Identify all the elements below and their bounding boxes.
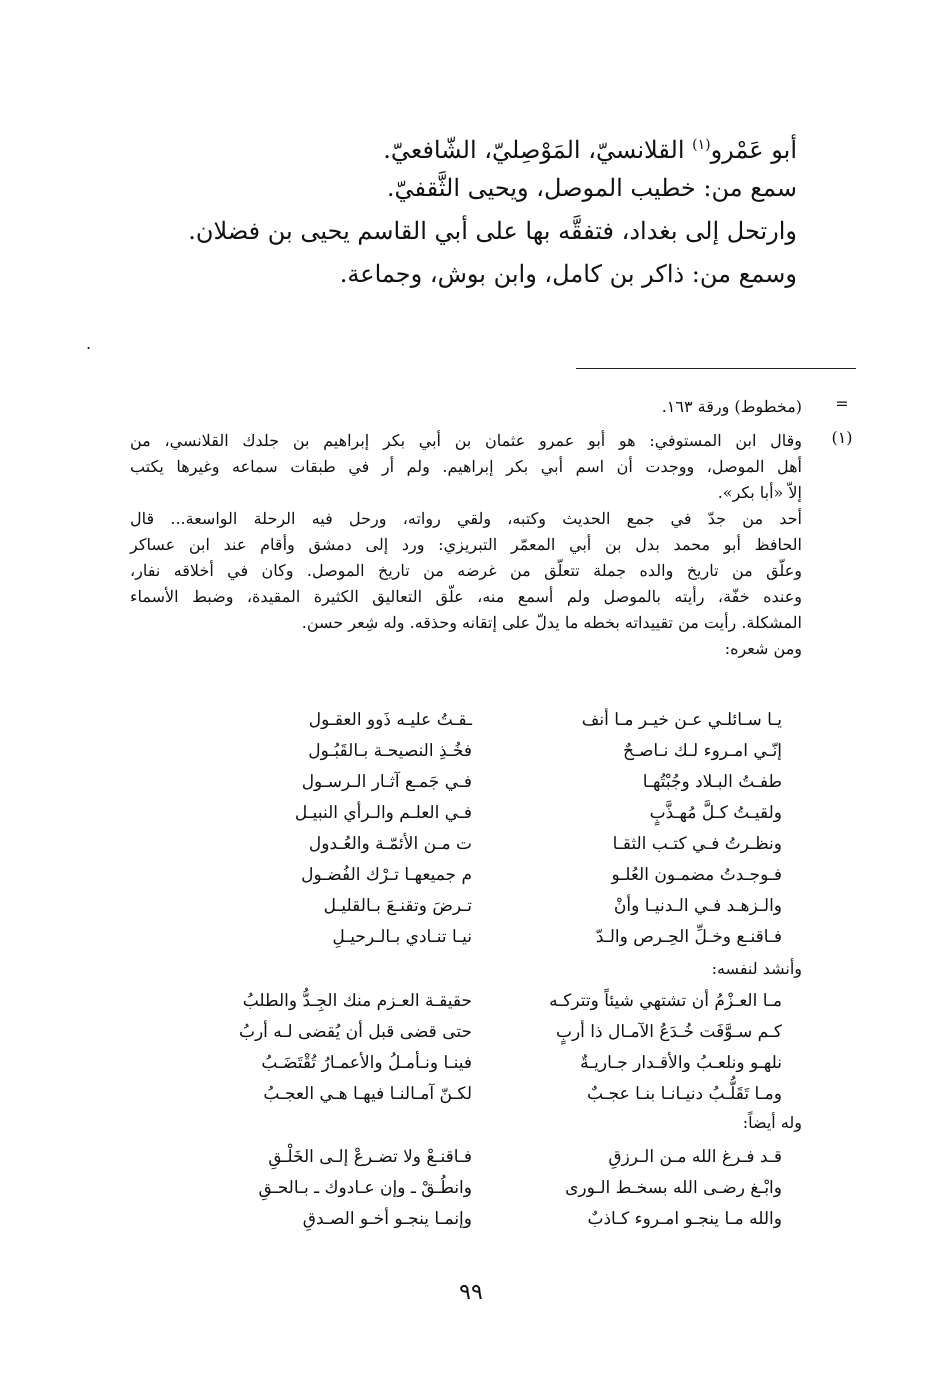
- footnote-line: أحد من جدّ في جمع الحديث وكتبه، ولقي رواته، ورحل فيه الرحلة الواسعة... قال: [130, 509, 802, 528]
- poem-3: [130, 1142, 802, 1235]
- verse-second-hemistich: فـي جَمـع آثـار الـرسـول: [301, 772, 472, 792]
- verse-second-hemistich: لكـنّ آمـالنـا فيهـا هـي العجـبُ: [263, 1084, 472, 1104]
- main-line: وارتحل إلى بغداد، فتفقَّه بها على أبي القاسم يحيى بن فضلان.: [188, 217, 797, 245]
- poem-verse: [130, 798, 802, 829]
- poem-verse: [130, 829, 802, 860]
- verse-second-hemistich: حقيقـة العـزم منك الجِـدُّ والطلبُ: [242, 991, 472, 1011]
- main-line-text: أبو عَمْرو: [710, 136, 797, 164]
- verse-first-hemistich: ولقيـتُ كـلَّ مُهـذَّبٍ: [649, 803, 782, 823]
- footnote-line: وقال ابن المستوفي: هو أبو عمرو عثمان بن أبي بكر إبراهيم بن جلدك القلانسي، من: [130, 431, 802, 450]
- verse-second-hemistich: فينـا ونـأمـلُ والأعمـارُ تُقْتَضَـبُ: [261, 1053, 472, 1073]
- verse-second-hemistich: وإنمـا ينجـو أخـو الصـدقِ: [302, 1209, 472, 1229]
- footnote-marker: (١): [831, 428, 853, 447]
- verse-first-hemistich: نلهـو ونلعـبُ والأقـدار جـاريـةٌ: [580, 1053, 782, 1073]
- poem-verse: [130, 986, 802, 1017]
- footnote-separator: [576, 368, 856, 369]
- poem-verse: [130, 860, 802, 891]
- verse-second-hemistich: فـي العلـم والـرأي النبيـل: [294, 803, 472, 823]
- footnote-line: (مخطوط) ورقة ١٦٣.: [661, 397, 802, 416]
- poem-verse: [130, 1048, 802, 1079]
- footnote-line: إلاّ «أبا بكر».: [717, 483, 802, 502]
- footnote-line: وعلّق من تاريخ والده جملة تتعلّق من غرضه من تاريخ الموصل. وكان في أخلاقه نفار،: [130, 561, 802, 580]
- footnote-line: الحافظ أبو محمد بدل بن أبي المعمّر التبريزي: ورد إلى دمشق وأقام عند ابن عساكر: [130, 535, 802, 554]
- verse-first-hemistich: ومـا تَقَلُّـبُ دنيـانـا بنـا عجـبٌ: [586, 1084, 782, 1104]
- footnote-reference: (١): [692, 137, 711, 153]
- verse-first-hemistich: إنّـي امـروء لـك نـاصـحٌ: [623, 741, 782, 761]
- verse-second-hemistich: وانطُـقْ ـ وإن عـادوك ـ بـالحـقِ: [258, 1178, 472, 1198]
- poem-verse: [130, 922, 802, 953]
- verse-second-hemistich: فـاقنـعْ ولا تضـرعْ إلـى الخَلْـقِ: [268, 1147, 472, 1167]
- poem-verse: [130, 891, 802, 922]
- verse-first-hemistich: وابْـغ رضـى الله بسخـط الـورى: [565, 1178, 782, 1198]
- verse-second-hemistich: ـقـتُ عليـه ذَوو العقـول: [308, 710, 472, 730]
- verse-first-hemistich: مـا العـزْمُ أن تشتهي شيئاً وتتركـه: [549, 991, 782, 1011]
- footnote-line: أهل الموصل، ووجدت أن اسم أبي بكر إبراهيم. ولم أر في طبقات سماعه وغيرها يكتب: [130, 457, 802, 476]
- page-number: ٩٩: [459, 1280, 483, 1305]
- poem-verse: [130, 1173, 802, 1204]
- footnote-1: [130, 428, 853, 662]
- poem-verse: [130, 1204, 802, 1235]
- poem-label: وله أيضاً:: [742, 1113, 802, 1132]
- stray-mark: .: [86, 334, 92, 353]
- footnote-line: المشكلة. رأيت من تقييداته بخطه ما يدلّ على إتقانه وحذقه. وله شِعر حسن.: [301, 613, 802, 632]
- verse-second-hemistich: حتى قضى قبل أن يُقضى لـه أربُ: [238, 1022, 472, 1042]
- poem-1: [130, 705, 802, 953]
- poem-verse: [130, 705, 802, 736]
- poem-label: وأنشد لنفسه:: [711, 959, 802, 978]
- verse-first-hemistich: قـد فـرغ الله مـن الـرزقِ: [608, 1147, 782, 1167]
- verse-first-hemistich: ونظـرتُ فـي كتـب الثقـا: [612, 834, 782, 854]
- main-line: وسمع من: ذاكر بن كامل، وابن بوش، وجماعة.: [339, 260, 797, 288]
- verse-first-hemistich: يـا سـائلـي عـن خيـر مـا أنف: [581, 710, 782, 730]
- verse-second-hemistich: فخُـذِ النصيحـة بـالقَبُـول: [308, 741, 472, 761]
- poem-verse: [130, 767, 802, 798]
- poem-verse: [130, 1079, 802, 1110]
- main-line: سمع من: خطيب الموصل، ويحيى الثَّقفيّ.: [386, 174, 797, 202]
- verse-first-hemistich: فـاقنـع وخـلِّ الحِـرص والـدّ: [595, 927, 782, 947]
- verse-first-hemistich: طفـتُ البـلاد وجُبْتُهـا: [642, 772, 782, 792]
- verse-first-hemistich: والـزهـد فـي الـدنيـا وأنْ: [613, 896, 782, 916]
- verse-first-hemistich: والله مـا ينجـو امـروء كـاذبٌ: [587, 1209, 782, 1229]
- verse-first-hemistich: فـوجـدتُ مضمـون العُلـو: [611, 865, 782, 885]
- verse-second-hemistich: تـرضَ وتقنـعَ بـالقليـل: [323, 896, 472, 916]
- verse-second-hemistich: م جميعهـا تـرْك الفُضـول: [301, 865, 472, 885]
- poem-verse: [130, 736, 802, 767]
- poem-2: [130, 986, 802, 1110]
- footnote-line: وعنده خفّة، رأيته بالموصل ولم أسمع منه، علّق التعاليق الكثيرة المقيدة، وضبط الأسماء: [130, 587, 802, 606]
- verse-first-hemistich: كـم سـوَّفَت خُـدَعُ الآمـال ذا أربٍ: [555, 1022, 782, 1042]
- verse-second-hemistich: نيـا تنـادي بـالـرحيـلِ: [332, 927, 472, 947]
- main-text: [137, 124, 797, 296]
- poem-verse: [130, 1017, 802, 1048]
- poem-verse: [130, 1142, 802, 1173]
- main-line-text: القلانسيّ، المَوْصِليّ، الشّافعيّ.: [383, 136, 693, 164]
- footnote-line: ومن شعره:: [724, 639, 802, 658]
- footnote-continuation: [130, 394, 849, 420]
- footnote-marker: =: [835, 394, 849, 413]
- verse-second-hemistich: ت مـن الأئمّـة والعُـدول: [308, 834, 472, 854]
- main-line: [137, 124, 797, 167]
